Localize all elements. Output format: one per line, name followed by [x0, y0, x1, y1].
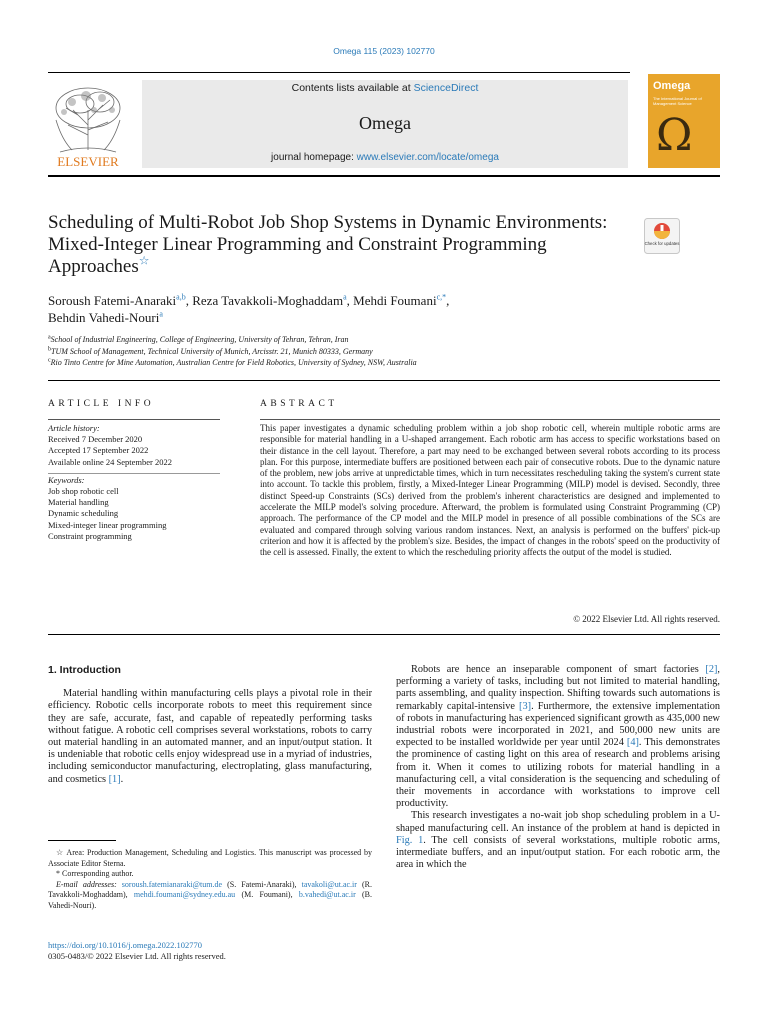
email-label: E-mail addresses: — [56, 879, 122, 889]
author-name[interactable]: Behdin Vahedi-Nouri — [48, 310, 160, 325]
online-date: Available online 24 September 2022 — [48, 456, 173, 467]
keyword-item: Job shop robotic cell — [48, 486, 119, 497]
body-column-right — [396, 664, 720, 871]
affiliation-item — [48, 357, 608, 369]
affiliation-marker: a — [48, 334, 51, 341]
author-separator: , — [446, 293, 450, 308]
paragraph-text: . The cell consists of several workstations, multiple robotic arms, intermediate buffers, and an input/output station. For each robotic arm, the area in which the — [396, 834, 720, 871]
author-name[interactable]: Mehdi Foumani — [353, 293, 437, 308]
affiliation-text: Rio Tinto Centre for Mine Automation, Australian Centre for Field Robotics, University of Sydney, NSW, Australia — [50, 358, 417, 367]
cover-subtitle: The International Journal of Management Science — [653, 96, 702, 106]
article-title — [48, 212, 628, 278]
issn-line: 0305-0483/© 2022 Elsevier Ltd. All rights reserved. — [48, 951, 226, 961]
paragraph-text: Material handling within manufacturing cells plays a pivotal role in their efficiency. Robotic cells incorporate robots to meet this requirement since they are safe, accurate, fast, and capable of repeatedly performing tasks without fatigue. A robotic cell comprises several workstations, robots to carry out material handling in an automated manner, and an input/output station. It is undeniable that robotic cells enjoy widespread use in a myriad of industries, including semiconductor manufacturing, electroplating, glass manufacturing, and cosmetics — [48, 688, 372, 785]
received-date: Received 7 December 2020 — [48, 434, 143, 445]
footnote-emails — [48, 880, 372, 912]
author-separator: , — [346, 293, 354, 308]
journal-homepage — [142, 152, 628, 163]
contents-availability — [142, 82, 628, 94]
title-footnote-star[interactable]: ☆ — [138, 253, 150, 268]
badge-label: Check for updates — [644, 241, 680, 246]
footnote-text: Corresponding author. — [60, 869, 134, 878]
affiliation-marker: b — [48, 345, 51, 352]
abstract-copyright: © 2022 Elsevier Ltd. All rights reserved. — [573, 614, 720, 624]
affiliation-text: School of Industrial Engineering, College of Engineering, University of Tehran, Tehran, Iran — [50, 335, 349, 344]
author-name[interactable]: Soroush Fatemi-Anaraki — [48, 293, 177, 308]
paragraph-text: Robots are hence an inseparable component of smart factories — [411, 664, 706, 675]
author-separator: , — [185, 293, 193, 308]
email-owner: (S. Fatemi-Anaraki), — [222, 879, 302, 889]
article-info-body — [48, 423, 223, 542]
figure-link[interactable]: Fig. 1 — [396, 834, 424, 846]
homepage-link[interactable]: www.elsevier.com/locate/omega — [356, 152, 499, 163]
footnote-item — [48, 869, 372, 880]
journal-cover-image[interactable] — [648, 74, 720, 168]
body-paragraph — [396, 664, 720, 810]
keyword-item: Dynamic scheduling — [48, 508, 119, 519]
keyword-item: Mixed-integer linear programming — [48, 519, 167, 530]
elsevier-tree-logo — [48, 80, 128, 168]
email-owner: (B. Vahedi-Nouri). — [48, 890, 373, 910]
citation-link[interactable]: [3] — [519, 700, 532, 712]
doi-link[interactable]: https://doi.org/10.1016/j.omega.2022.102770 — [48, 940, 203, 950]
email-link[interactable]: mehdi.foumani@sydney.edu.au — [133, 890, 236, 899]
section-heading: 1. Introduction — [48, 664, 121, 676]
footnotes — [48, 848, 372, 911]
affiliation-item — [48, 346, 608, 358]
paragraph-text: . — [120, 773, 124, 785]
email-owner: (R. Tavakkoli-Moghaddam), — [48, 879, 372, 899]
article-info-heading: ARTICLE INFO — [48, 399, 155, 409]
homepage-prefix: journal homepage: — [271, 152, 357, 163]
footnote-item — [48, 848, 372, 869]
paragraph-text: , performing a variety of tasks, including but not limited to material handling, parts assembling, and quality inspection. Shifting towards such automations is remarkably capital-intensive — [396, 664, 720, 712]
body-paragraph — [396, 810, 720, 871]
author-name[interactable]: Reza Tavakkoli-Moghaddam — [192, 293, 344, 308]
keyword-item: Material handling — [48, 497, 109, 508]
contents-prefix: Contents lists available at — [291, 82, 414, 94]
paragraph-text: . This demonstrates the prominence of casting light on this area of research and problems arising from it. When it comes to utilizing robots for material handling in a manufacturing cell, a vital consideration is the sequencing and scheduling of their movements in accordance with workstations to improve cell productivity. — [396, 737, 720, 810]
check-for-updates-icon[interactable] — [644, 218, 680, 254]
keyword-item: Constraint programming — [48, 530, 132, 541]
affiliation-marker: c — [48, 357, 51, 364]
header-top-rule — [48, 72, 630, 73]
email-owner: (M. Foumani), — [235, 890, 299, 899]
citation-link[interactable]: [4] — [626, 737, 639, 749]
affiliation-list — [48, 334, 608, 369]
journal-name: Omega — [359, 113, 411, 133]
paragraph-text: . Furthermore, the extensive implementation of robots in manufacturing has experienced significant growth as 435,000 new industrial robots were incorporated in 2021, and 500,000 new units are expected to be installed worldwide per year until 2024 — [396, 700, 720, 749]
author-affiliation-marker[interactable]: c,* — [436, 292, 447, 302]
cover-omega-glyph: Ω — [656, 110, 693, 161]
affiliation-text: TUM School of Management, Technical University of Munich, Arcisstr. 21, Munich 80333, Germany — [51, 346, 373, 356]
keywords-label: Keywords: — [48, 474, 85, 485]
abstract-rule — [260, 419, 720, 420]
accepted-date: Accepted 17 September 2022 — [48, 445, 149, 456]
keywords-rule — [48, 473, 220, 474]
footnote-text: Area: Production Management, Scheduling and Logistics. This manuscript was processed by Associate Editor Sterna. — [48, 848, 373, 868]
sciencedirect-link[interactable]: ScienceDirect — [413, 82, 479, 94]
footnote-marker: ☆ — [56, 848, 65, 857]
author-affiliation-marker[interactable]: a,b — [176, 292, 186, 302]
journal-citation[interactable]: Omega 115 (2023) 102770 — [333, 46, 435, 56]
abstract-heading: ABSTRACT — [260, 399, 338, 409]
footnote-marker: * — [56, 869, 60, 878]
body-column-left — [48, 664, 372, 786]
publisher-wordmark: ELSEVIER — [57, 154, 119, 168]
article-info-top-rule — [48, 380, 720, 381]
history-label: Article history: — [48, 423, 100, 433]
email-link[interactable]: soroush.fatemianaraki@tum.de — [121, 879, 223, 889]
cover-title: Omega — [653, 80, 691, 92]
abstract-bottom-rule — [48, 634, 720, 635]
abstract-text: This paper investigates a dynamic scheduling problem within a job shop robotic cell, wherein multiple robotic arms are responsible for material handling in a U-shaped arrangement. Each robotic arm has access to specific workstations based on their distance in the cell layout. Therefore, a part may need to be exchanged between several robots according to its process plan. For this purpose, intermediate buffers are positioned between each pair of consecutive robots. Due to the dynamic nature of the problem, new jobs arrive at unpredictable times, which in turn necessitates rescheduling taking the system's current state into account. To tackle this problem, firstly, a Mixed-Integer Linear Programming (MILP) model is devised. Secondly, three distinct Speed-up Constraints (SCs) derived from the problem's inherent characteristics are designed and implemented to accelerate the MILP model's solving procedure. Afterward, the problem is formulated using Constraint Programming (CP) approach. The performance of the CP model and the MILP model in presence of all possible combinations of the SCs are evaluated and compared through solving various random instances. Next, an analysis is performed on the buffers' pick-up criterion and how it is affected by the problem's size. Besides, the impact of changes in the robots' speed on the productivity of the cell is assessed. Finally, the extent to which the rescheduling priority affects the output of the model is studied. — [260, 423, 720, 558]
author-list — [48, 292, 648, 326]
author-affiliation-marker[interactable]: a — [159, 309, 163, 319]
citation-link[interactable]: [1] — [108, 773, 121, 785]
paragraph-text: This research investigates a no-wait job shop scheduling problem in a U-shaped manufacturing cell. An instance of the problem at hand is depicted in — [396, 810, 720, 834]
citation-link[interactable]: [2] — [705, 664, 718, 675]
body-paragraph — [48, 688, 372, 786]
author-affiliation-marker[interactable]: a — [343, 292, 347, 302]
email-link[interactable]: tavakoli@ut.ac.ir — [301, 879, 357, 889]
email-link[interactable]: b.vahedi@ut.ac.ir — [298, 890, 356, 899]
article-info-rule — [48, 419, 220, 420]
affiliation-item — [48, 334, 608, 346]
header-bottom-rule — [48, 175, 720, 177]
footnote-rule — [48, 840, 116, 841]
title-text: Scheduling of Multi-Robot Job Shop Systems in Dynamic Environments: Mixed-Integer Linear Programming and Constraint Programming Approaches — [48, 212, 608, 277]
